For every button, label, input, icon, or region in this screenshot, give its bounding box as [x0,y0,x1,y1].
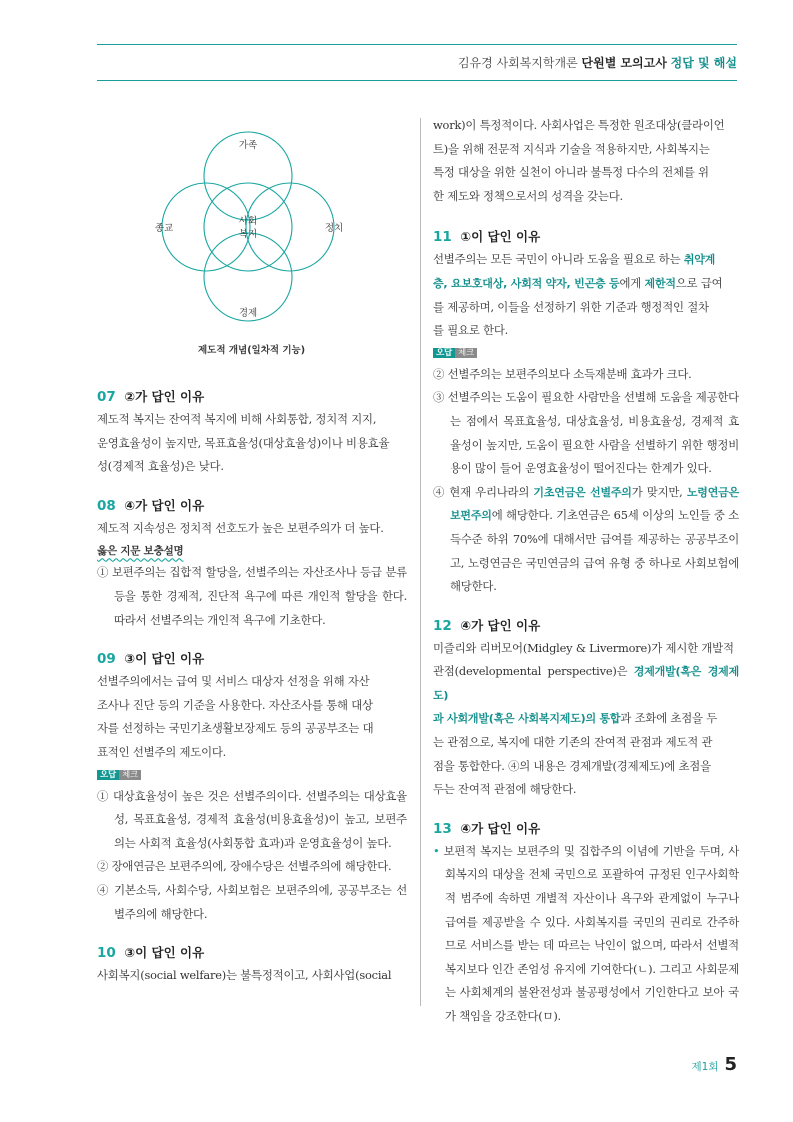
q11-item: ③ 선별주의는 도움이 필요한 사람만을 선별해 도움을 제공한다는 점에서 목표효율성, 대상효율성, 비용효율성, 경제적 효율성이 높지만, 도움이 필요한 사람을 선별하기 위한 행정비용이 많이 들어 운영효율성이 떨어진다는 한계가 있다. [433,390,739,476]
column-divider [420,118,421,1006]
label-religion: 종교 [154,223,174,234]
q10-heading: 10 ③이 답인 이유 [97,945,205,962]
q12-line: 두는 잔여적 관점에 해당한다. [433,782,577,797]
q11-item: ② 선별주의는 보편주의보다 소득재분배 효과가 크다. [433,366,692,381]
q09-line: 자를 선정하는 국민기초생활보장제도 등의 공공부조는 대 [97,721,374,736]
q11-item: ④ 현재 우리나라의 기초연금은 선별주의가 맞지만, 노령연금은 보편주의에 해당한다. 기초연금은 65세 이상의 노인들 중 소득수준 하위 70%에 대해서만 급여를 제공하는 공공부조이고, 노령연금은 국민연금의 급여 유형 중 하나로 사회보험에 해당한다. [433,484,740,594]
q08-heading: 08 ④가 답인 이유 [97,497,205,514]
circle-religion [162,183,250,271]
circle-politics [246,183,334,271]
right-column [433,114,739,1029]
q11-line: 선별주의는 모든 국민이 아니라 도움을 필요로 하는 취약계 [433,252,716,267]
header-section: 단원별 모의고사 [581,56,667,70]
label-family: 가족 [238,140,258,151]
q11-heading: 11 ①이 답인 이유 [433,229,541,246]
q10-line: 트)을 위해 전문적 지식과 기술을 적용하지만, 사회복지는 [433,141,710,156]
q10-line: work)이 특정적이다. 사회사업은 특정한 원조대상(클라이언 [433,118,725,132]
q09-heading: 09 ③이 답인 이유 [97,651,205,668]
q10-line: 특정 대상을 위한 실천이 아니라 불특정 다수의 전체를 위 [433,165,709,180]
label-center-2: 복지 [238,229,258,240]
q11-line: 를 필요로 한다. [433,323,509,338]
running-header [458,54,737,71]
q09-line: 조사나 진단 등의 기준을 사용한다. 자산조사를 통해 대상 [97,697,373,712]
q12-line: 미즐리와 리버모어(Midgley & Livermore)가 제시한 개발적 [433,640,734,655]
q08-line: 제도적 지속성은 정치적 선호도가 높은 보편주의가 더 높다. [97,520,384,535]
q07-line: 운영효율성이 높지만, 목표효율성(대상효율성)이나 비용효율 [97,435,390,450]
header-bottom-rule [97,80,737,81]
q11-tag: 오답 체크 [433,343,739,363]
q13-heading: 13 ④가 답인 이유 [433,820,541,837]
left-column [97,386,407,988]
label-center-1: 사회 [238,216,258,227]
q09-line: 표적인 선별주의 제도이다. [97,744,227,759]
q09-line: 선별주의에서는 급여 및 서비스 대상자 선정을 위해 자산 [97,674,370,689]
header-section-answers: 정답 및 해설 [670,56,737,70]
q08-item: ① 보편주의는 집합적 할당을, 선별주의는 자산조사나 등급 분류 등을 통한 경제적, 진단적 욕구에 따른 개인적 할당을 한다. 따라서 선별주의는 개인적 욕구에 기초한다. [97,565,407,627]
header-top-rule [97,44,737,45]
q09-tag: 오답 체크 [97,765,407,785]
q07-line: 성(경제적 효율성)은 낮다. [97,459,224,474]
episode-label: 제1회 [691,1061,719,1073]
q09-item: ④ 기본소득, 사회수당, 사회보험은 보편주의에, 공공부조는 선별주의에 해당한다. [97,882,407,921]
circle-social-welfare [204,183,292,271]
header-book-title: 김유경 사회복지학개론 [457,56,578,70]
q12-heading: 12 ④가 답인 이유 [433,617,541,634]
label-politics: 정치 [324,223,344,234]
page-number: 5 [724,1054,737,1075]
q08-subheading: 옳은 지문 보충설명 [97,545,184,558]
diagram-caption: 제도적 개념(일차적 기능) [198,345,306,356]
q12-line: 점을 통합한다. ④의 내용은 경제개발(경제제도)에 초점을 [433,758,711,773]
q13-text: • 보편적 복지는 보편주의 및 집합주의 이념에 기반을 두며, 사회복지의 대상을 전체 국민으로 포괄하여 규정된 인구사회학적 범주에 속하면 개별적 자산이나 욕구와 관계없이 누구나 급여를 제공받을 수 있다. 사회복지를 국민의 권리로 간주하므로 서비스를 받는 데 따르는 낙인이 없으며, 따라서 선별적 복지보다 인간 존엄성 유지에 기여한다(ㄴ). 그리고 사회문제는 사회체계의 불완전성과 불공평성에서 기인한다고 보아 국가 책임을 강조한다(ㅁ). [433,843,739,1023]
q12-line: 과 사회개발(혹은 사회복지제도)의 통합과 조화에 초점을 두 [433,711,718,726]
q11-line: 를 제공하며, 이들을 선정하기 위한 기준과 행정적인 절차 [433,299,709,314]
q11-line: 층, 요보호대상, 사회적 약자, 빈곤층 등에게 제한적으로 급여 [433,275,723,290]
q12-line: 는 관점으로, 복지에 대한 기존의 잔여적 관점과 제도적 관 [433,735,713,750]
q07-heading: 07 ②가 답인 이유 [97,389,205,405]
q10-line: 사회복지(social welfare)는 불특정적이고, 사회사업(social [97,968,392,983]
q09-item: ① 대상효율성이 높은 것은 선별주의이다. 선별주의는 대상효율성, 목표효율성, 경제적 효율성(비용효율성)이 높고, 보편주의는 사회적 효율성(사회통합 효과)과 운영효율성이 높다. [97,788,407,850]
page-footer [692,1054,738,1075]
q10-line: 한 제도와 정책으로서의 성격을 갖는다. [433,188,623,203]
q07-line: 제도적 복지는 잔여적 복지에 비해 사회통합, 정치적 지지, [97,412,377,426]
label-economy: 경제 [238,308,258,319]
venn-diagram [130,110,380,340]
q09-item: ② 장애연금은 보편주의에, 장애수당은 선별주의에 해당한다. [97,859,392,874]
q12-line: 관점(developmental perspective)은 경제개발(혹은 경제제도) [433,664,739,702]
